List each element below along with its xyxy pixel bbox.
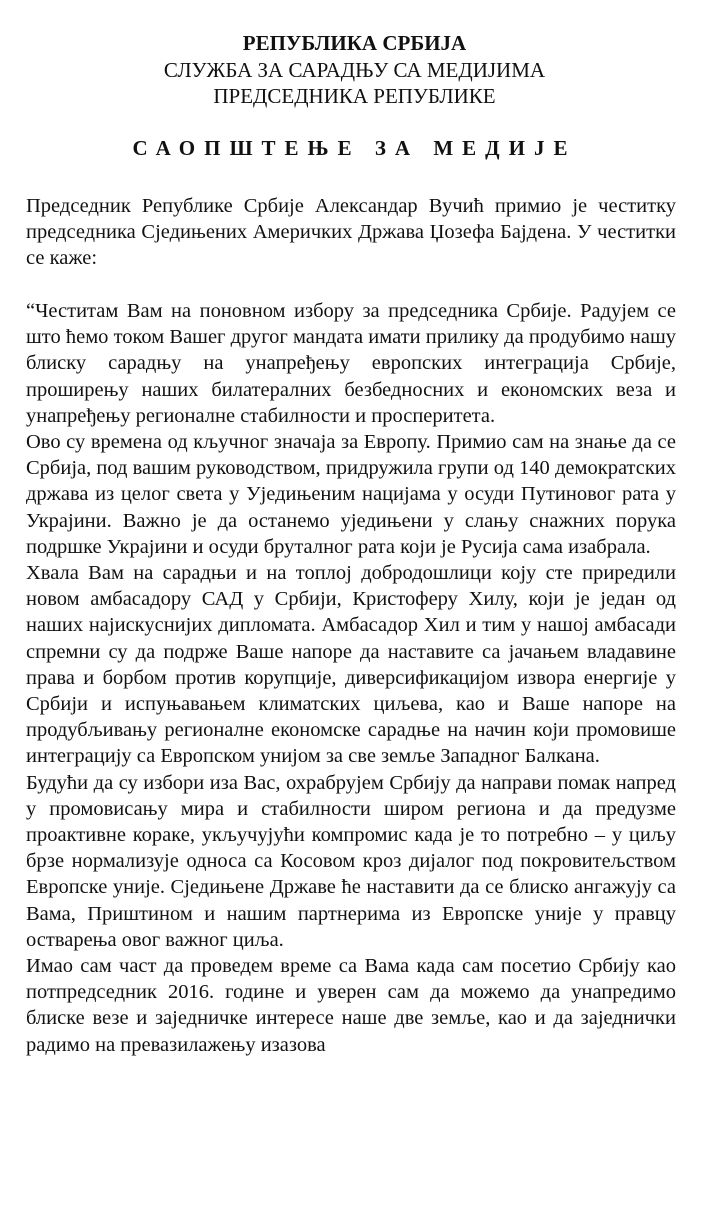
letter-paragraph-4: Будући да су избори иза Вас, охрабрујем Србију да направи помак напред у промовисању мира и стабилности широм региона и да предузме проактивне кораке, укључујући компромис када је то потребно – у циљу брзе нормализује односа са Косовом кроз дијалог под покровитељством Европске уније. Сједињене Државе ће наставити да се блиско ангажују са Вама, Приштином и нашим партнерима из Европске уније у правцу остварења овог важног циља. [26, 771, 676, 951]
header-republic: РЕПУБЛИКА СРБИЈА [242, 31, 467, 55]
letter-paragraph-3: Хвала Вам на сарадњи и на топлој добродошлици коју сте приредили новом амбасадору САД у Србији, Кристоферу Хилу, који је један од наших најискуснијих дипломата. Амбасадор Хил и тим у нашој амбасади спремни су да подрже Ваше напоре да наставите са јачањем владавине права и борбом против корупције, диверсификацијом извора енергије у Србији и испуњавањем климатских циљева, као и Ваше напоре на продубљивању регионалне економске сарадње на начин који промовише интеграцију са Европском унијом за све земље Западног Балкана. [26, 562, 676, 768]
document-title: САОПШТЕЊЕ ЗА МЕДИЈЕ [132, 136, 577, 160]
letter-paragraph-2: Ово су времена од кључног значаја за Европу. Примио сам на знање да се Србија, под вашим руководством, придружила групи од 140 демократских држава из целог света у Уједињеним нацијама у осуди Путиновог рата у Украјини. Важно је да останемо уједињени у слању снажних порука подршке Украјини и осуди бруталног рата који је Русија сама изабрала. [26, 431, 676, 558]
letter-paragraph-5: Имао сам част да проведем време са Вама када сам посетио Србију као потпредседник 2016. године и уверен сам да можемо да унапредимо блиске везе и заједничке интересе наше две земље, као и да заједнички радимо на превазилажењу изазова [26, 955, 676, 1056]
letter-paragraph-1: “Честитам Вам на поновном избору за председника Србије. Радујем се што ћемо током Вашег другог мандата имати прилику да продубимо нашу блиску сарадњу на унапређењу европских интеграција Србије, проширењу наших билатералних безбедносних и економских веза и унапређењу регионалне стабилности и просперитета. [26, 300, 676, 427]
header-service: СЛУЖБА ЗА САРАДЊУ СА МЕДИЈИМА [163, 58, 546, 82]
header-president: ПРЕДСЕДНИКА РЕПУБЛИКЕ [213, 84, 496, 108]
letter-body [26, 298, 676, 1058]
intro-paragraph: Председник Републике Србије Александар Вучић примио је честитку председника Сједињених Америчких Држава Џозефа Бајдена. У честитки се каже: [26, 195, 676, 270]
